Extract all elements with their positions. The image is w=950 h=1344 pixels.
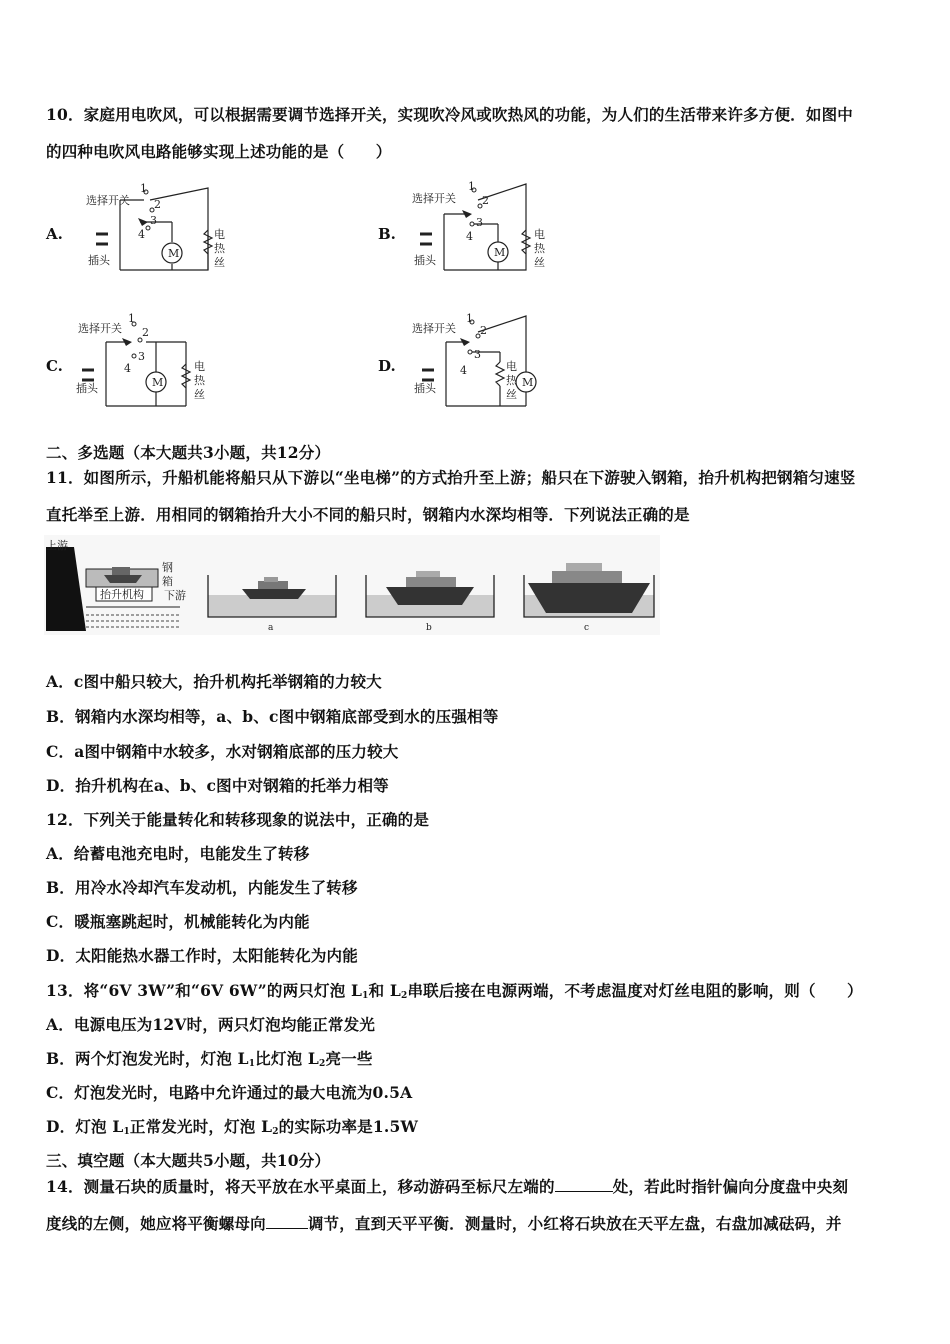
caption-c: c (584, 623, 590, 633)
circuit-a-plug-label: 插头 (88, 254, 110, 267)
circuit-a-heater-label-3: 丝 (214, 256, 225, 269)
circuit-a-contact-3: 3 (150, 214, 157, 227)
q10-option-c-label: C. (46, 357, 63, 375)
circuit-d-heater-label-1: 电 (506, 360, 517, 373)
circuit-c-contact-1: 1 (128, 312, 135, 325)
label-downstream: 下游 (164, 589, 186, 602)
circuit-b-switch-label: 选择开关 (412, 192, 456, 205)
circuit-diagram-d (410, 312, 560, 412)
circuit-a-switch-label: 选择开关 (86, 194, 130, 207)
circuit-c-switch-label: 选择开关 (78, 322, 122, 335)
circuit-d-contact-2: 2 (480, 324, 487, 337)
circuit-c-heater-label-1: 电 (194, 360, 205, 373)
section-2-heading: 二、多选题（本大题共3小题，共12分） (46, 443, 331, 462)
motor-icon: M (152, 376, 164, 389)
circuit-c-contact-2: 2 (142, 326, 149, 339)
circuit-b-heater-label-1: 电 (534, 228, 545, 241)
q10-stem-line2: 的四种电吹风电路能够实现上述功能的是（ ） (46, 142, 392, 161)
q12-option-b: B．用冷水冷却汽车发动机，内能发生了转移 (46, 878, 358, 897)
circuit-d-contact-4: 4 (460, 364, 467, 377)
circuit-b-contact-3: 3 (476, 216, 483, 229)
q11-stem-line2: 直托举至上游．用相同的钢箱抬升大小不同的船只时，钢箱内水深均相等．下列说法正确的是 (46, 505, 690, 524)
circuit-c-contact-3: 3 (138, 350, 145, 363)
circuit-b-heater-label-2: 热 (534, 242, 545, 255)
q11-stem-line1: 11．如图所示，升船机能将船只从下游以“坐电梯”的方式抬升至上游；船只在下游驶入钢箱，抬升机构把钢箱匀速竖 (46, 468, 856, 487)
caption-a: a (268, 623, 274, 633)
q11-option-b: B．钢箱内水深均相等，a、b、c图中钢箱底部受到水的压强相等 (46, 707, 499, 726)
circuit-c-heater-label-3: 丝 (194, 388, 205, 401)
q14-stem-line1: 14．测量石块的质量时，将天平放在水平桌面上，移动游码至标尺左端的 处，若此时指针偏向分度盘中央刻 (46, 1177, 849, 1196)
circuit-diagram-b (410, 180, 560, 280)
q11-option-d: D．抬升机构在a、b、c图中对钢箱的托举力相等 (46, 776, 389, 795)
circuit-c-plug-label: 插头 (76, 382, 98, 395)
label-box-1: 钢 (162, 561, 173, 574)
circuit-c-contact-4: 4 (124, 362, 131, 375)
q12-option-c: C．暖瓶塞跳起时，机械能转化为内能 (46, 912, 310, 931)
circuit-a-heater-label-2: 热 (214, 242, 225, 255)
circuit-d-contact-1: 1 (466, 312, 473, 325)
label-upstream: 上游 (46, 539, 68, 552)
circuit-d-switch-label: 选择开关 (412, 322, 456, 335)
circuit-b-plug-label: 插头 (414, 254, 436, 267)
q12-stem: 12．下列关于能量转化和转移现象的说法中，正确的是 (46, 810, 430, 829)
circuit-a-contact-2: 2 (154, 198, 161, 211)
q13-option-d: D．灯泡 $L_1$正常发光时，灯泡 $L_2$的实际功率是1.5W (46, 1117, 419, 1137)
circuit-d-contact-3: 3 (474, 348, 481, 361)
q14-blank-2[interactable] (266, 1214, 308, 1229)
ship-lift-figure (44, 535, 660, 635)
q13-option-b: B．两个灯泡发光时，灯泡 $L_1$比灯泡 $L_2$亮一些 (46, 1049, 373, 1069)
circuit-d-plug-label: 插头 (414, 382, 436, 395)
q13-stem: 13．将“6V 3W”和“6V 6W”的两只灯泡 $L_1$和 $L_2$串联后接在电源两端，不考虑温度对灯丝电阻的影响，则（ ） (46, 981, 863, 1001)
q10-stem-line1: 10．家庭用电吹风，可以根据需要调节选择开关，实现吹冷风或吹热风的功能，为人们的生活带来许多方便．如图中 (46, 105, 853, 124)
q11-option-c: C．a图中钢箱中水较多，水对钢箱底部的压力较大 (46, 742, 399, 761)
q13-option-c: C．灯泡发光时，电路中允许通过的最大电流为0.5A (46, 1083, 413, 1102)
circuit-d-heater-label-2: 热 (506, 374, 517, 387)
motor-icon: M (494, 246, 506, 259)
circuit-b-contact-2: 2 (482, 194, 489, 207)
q13-option-a: A．电源电压为12V时，两只灯泡均能正常发光 (46, 1015, 376, 1034)
q10-option-b-label: B. (378, 225, 396, 243)
circuit-a-contact-4: 4 (138, 228, 145, 241)
label-box-2: 箱 (162, 575, 173, 588)
q12-option-a: A．给蓄电池充电时，电能发生了转移 (46, 844, 310, 863)
circuit-d-heater-label-3: 丝 (506, 388, 517, 401)
section-3-heading: 三、填空题（本大题共5小题，共10分） (46, 1151, 331, 1170)
circuit-c-heater-label-2: 热 (194, 374, 205, 387)
q12-option-d: D．太阳能热水器工作时，太阳能转化为内能 (46, 946, 358, 965)
circuit-b-contact-1: 1 (468, 180, 475, 193)
circuit-a-heater-label-1: 电 (214, 228, 225, 241)
q14-blank-1[interactable] (555, 1177, 613, 1192)
label-mechanism: 抬升机构 (100, 588, 144, 601)
motor-icon: M (522, 376, 534, 389)
circuit-a-contact-1: 1 (140, 182, 147, 195)
circuit-b-contact-4: 4 (466, 230, 473, 243)
q14-stem-line2: 度线的左侧，她应将平衡螺母向 调节，直到天平平衡．测量时，小红将石块放在天平左盘，右盘加减砝码，并 (46, 1214, 842, 1233)
caption-b: b (426, 623, 432, 633)
q10-option-a-label: A. (46, 225, 63, 243)
circuit-diagram-c (76, 312, 226, 412)
q11-option-a: A．c图中船只较大，抬升机构托举钢箱的力较大 (46, 672, 382, 691)
circuit-b-heater-label-3: 丝 (534, 256, 545, 269)
circuit-diagram-a (82, 180, 232, 280)
motor-icon: M (168, 247, 180, 260)
q10-option-d-label: D. (378, 357, 396, 375)
